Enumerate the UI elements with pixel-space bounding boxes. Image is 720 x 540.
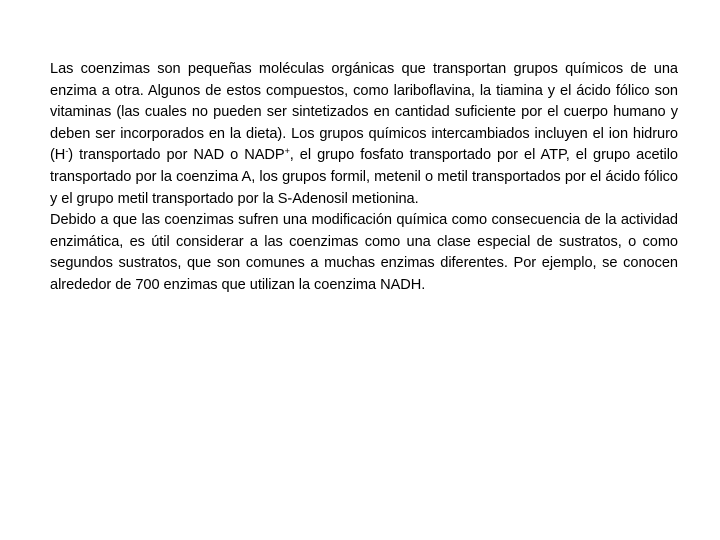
nadp-superscript: + — [284, 146, 290, 157]
hydride-superscript: - — [65, 146, 69, 157]
paragraph-coenzymes-substrates: Debido a que las coenzimas sufren una modificación química como consecuencia de la actividad enzimática, es útil considerar a las coenzimas como una clase especial de sustratos, o como segundos sustratos, que son comunes a muchas enzimas diferentes. Por ejemplo, se conocen alrededor de 700 enzimas que utilizan la coenzima NADH. — [50, 212, 678, 293]
paragraph-1-text-c: , el grupo fosfato transportado por el ATP, el grupo acetilo transportado por la coenzima A, los grupos formil, metenil o metil transportados por el ácido fólico y el grupo metil transportado por la S-Adenosil metionina. — [50, 147, 678, 207]
paragraph-coenzymes-intro — [50, 59, 678, 210]
paragraph-1-text-a: Las coenzimas son pequeñas moléculas orgánicas que transportan grupos químicos de una enzima a otra. Algunos de estos compuestos, como lariboflavina, la tiamina y el ácido fólico son vitaminas (las cuales no pueden ser sintetizados en cantidad suficiente por el cuerpo humano y deben ser incorporados en la dieta). Los grupos químicos intercambiados incluyen el ion hidruro (H — [50, 61, 678, 164]
paragraph-1-text-b: ) transportado por NAD o NADP — [68, 147, 285, 164]
body-text — [50, 59, 678, 297]
